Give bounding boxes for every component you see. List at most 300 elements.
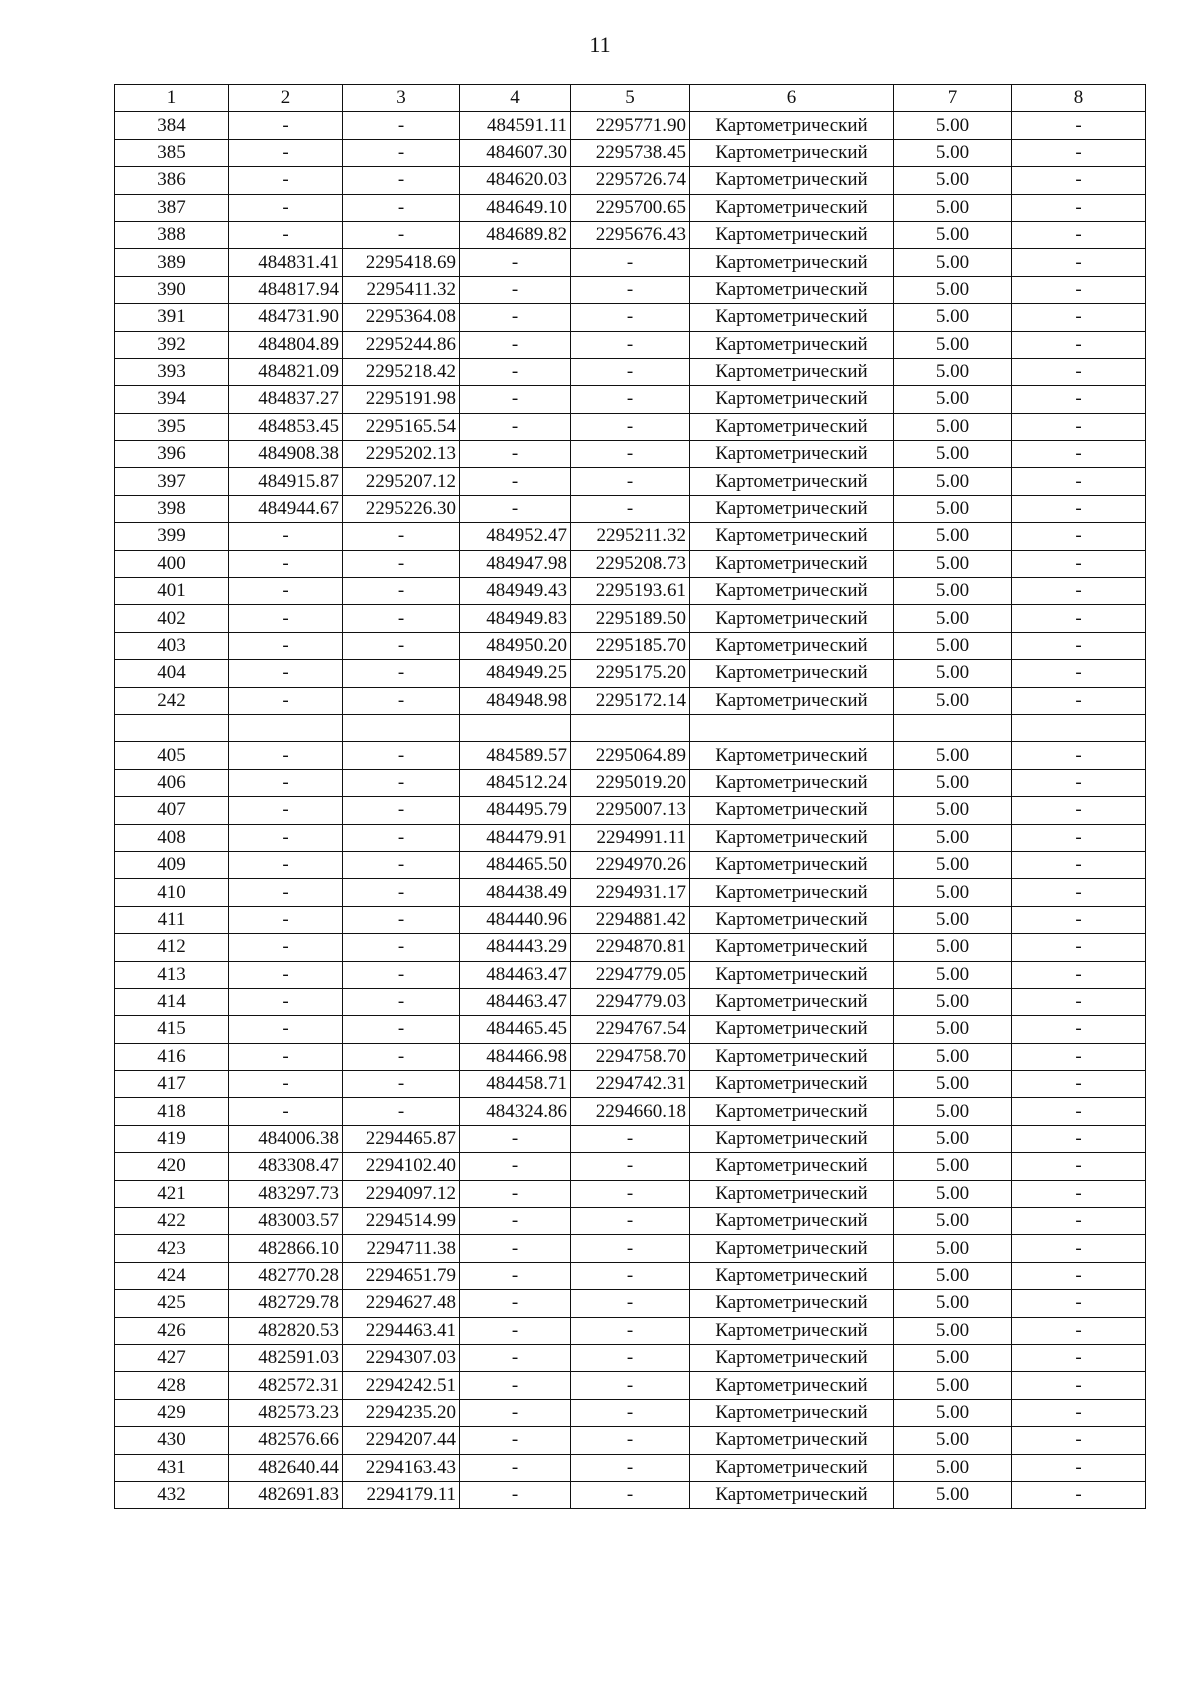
x-cell: -: [460, 1454, 571, 1481]
point-number-cell: 400: [115, 550, 229, 577]
table-row: [115, 194, 1146, 221]
y-cell: -: [571, 1235, 690, 1262]
y-cell: -: [571, 304, 690, 331]
x-cell: -: [460, 1153, 571, 1180]
y-cell: -: [571, 495, 690, 522]
column-header: 8: [1012, 85, 1146, 112]
table-row: [115, 1208, 1146, 1235]
note-cell: -: [1012, 797, 1146, 824]
table-row: [115, 1344, 1146, 1371]
point-number-cell: 397: [115, 468, 229, 495]
x-cell: -: [460, 386, 571, 413]
note-cell: -: [1012, 1016, 1146, 1043]
accuracy-cell: 5.00: [894, 1372, 1012, 1399]
column-header: 2: [229, 85, 343, 112]
accuracy-cell: 5.00: [894, 304, 1012, 331]
x-cell: 484443.29: [460, 934, 571, 961]
x-cell: -: [460, 1208, 571, 1235]
note-cell: -: [1012, 221, 1146, 248]
y-cell: 2294779.03: [571, 988, 690, 1015]
accuracy-cell: 5.00: [894, 961, 1012, 988]
note-cell: -: [1012, 1290, 1146, 1317]
note-cell: -: [1012, 578, 1146, 605]
point-number-cell: 387: [115, 194, 229, 221]
method-cell: Картометрический: [690, 386, 894, 413]
x-cell: 482820.53: [229, 1317, 343, 1344]
x-cell: 483297.73: [229, 1180, 343, 1207]
table-row: [115, 742, 1146, 769]
note-cell: -: [1012, 249, 1146, 276]
note-cell: [1012, 714, 1146, 741]
method-cell: Картометрический: [690, 824, 894, 851]
point-number-cell: 392: [115, 331, 229, 358]
table-row: [115, 413, 1146, 440]
table-row: [115, 660, 1146, 687]
point-number-cell: 429: [115, 1399, 229, 1426]
method-cell: Картометрический: [690, 249, 894, 276]
point-number-cell: 404: [115, 660, 229, 687]
table-row: [115, 331, 1146, 358]
y-cell: 2294991.11: [571, 824, 690, 851]
x-cell: -: [229, 797, 343, 824]
accuracy-cell: 5.00: [894, 687, 1012, 714]
x-cell: -: [229, 632, 343, 659]
x-cell: 482729.78: [229, 1290, 343, 1317]
x-cell: 484607.30: [460, 139, 571, 166]
x-cell: -: [460, 276, 571, 303]
note-cell: -: [1012, 331, 1146, 358]
x-cell: 484463.47: [460, 988, 571, 1015]
method-cell: Картометрический: [690, 1372, 894, 1399]
point-number-cell: 419: [115, 1125, 229, 1152]
method-cell: Картометрический: [690, 550, 894, 577]
y-cell: 2295191.98: [343, 386, 460, 413]
y-cell: 2295165.54: [343, 413, 460, 440]
y-cell: -: [343, 1098, 460, 1125]
y-cell: -: [571, 1427, 690, 1454]
point-number-cell: 421: [115, 1180, 229, 1207]
x-cell: -: [229, 934, 343, 961]
point-number-cell: 390: [115, 276, 229, 303]
point-number-cell: 393: [115, 358, 229, 385]
x-cell: -: [460, 331, 571, 358]
accuracy-cell: 5.00: [894, 1262, 1012, 1289]
x-cell: -: [229, 112, 343, 139]
accuracy-cell: 5.00: [894, 906, 1012, 933]
table-row: [115, 769, 1146, 796]
method-cell: Картометрический: [690, 167, 894, 194]
table-row: [115, 1427, 1146, 1454]
y-cell: 2294163.43: [343, 1454, 460, 1481]
x-cell: -: [229, 221, 343, 248]
method-cell: Картометрический: [690, 1481, 894, 1508]
note-cell: -: [1012, 988, 1146, 1015]
note-cell: -: [1012, 1043, 1146, 1070]
accuracy-cell: 5.00: [894, 112, 1012, 139]
method-cell: Картометрический: [690, 441, 894, 468]
accuracy-cell: 5.00: [894, 358, 1012, 385]
point-number-cell: 420: [115, 1153, 229, 1180]
note-cell: -: [1012, 194, 1146, 221]
accuracy-cell: 5.00: [894, 441, 1012, 468]
x-cell: 484458.71: [460, 1071, 571, 1098]
y-cell: -: [343, 221, 460, 248]
y-cell: 2295064.89: [571, 742, 690, 769]
x-cell: -: [460, 1344, 571, 1371]
x-cell: -: [229, 687, 343, 714]
x-cell: 484804.89: [229, 331, 343, 358]
accuracy-cell: 5.00: [894, 1125, 1012, 1152]
method-cell: Картометрический: [690, 1290, 894, 1317]
note-cell: -: [1012, 1180, 1146, 1207]
y-cell: -: [571, 331, 690, 358]
y-cell: 2295208.73: [571, 550, 690, 577]
x-cell: -: [229, 988, 343, 1015]
table-row: [115, 1153, 1146, 1180]
y-cell: 2294514.99: [343, 1208, 460, 1235]
point-number-cell: 394: [115, 386, 229, 413]
x-cell: -: [460, 1180, 571, 1207]
method-cell: [690, 714, 894, 741]
table-row: [115, 797, 1146, 824]
point-number-cell: 431: [115, 1454, 229, 1481]
x-cell: 484949.25: [460, 660, 571, 687]
accuracy-cell: 5.00: [894, 1071, 1012, 1098]
accuracy-cell: 5.00: [894, 550, 1012, 577]
x-cell: -: [460, 304, 571, 331]
x-cell: -: [229, 660, 343, 687]
x-cell: -: [229, 824, 343, 851]
x-cell: 482866.10: [229, 1235, 343, 1262]
x-cell: 484465.50: [460, 851, 571, 878]
point-number-cell: 396: [115, 441, 229, 468]
y-cell: -: [571, 1317, 690, 1344]
y-cell: -: [571, 1262, 690, 1289]
table-row: [115, 632, 1146, 659]
table-row: [115, 386, 1146, 413]
note-cell: -: [1012, 1454, 1146, 1481]
y-cell: -: [343, 906, 460, 933]
y-cell: -: [571, 1125, 690, 1152]
x-cell: -: [229, 1071, 343, 1098]
accuracy-cell: 5.00: [894, 605, 1012, 632]
note-cell: -: [1012, 1098, 1146, 1125]
y-cell: 2294767.54: [571, 1016, 690, 1043]
table-row: [115, 1290, 1146, 1317]
x-cell: 482573.23: [229, 1399, 343, 1426]
x-cell: [460, 714, 571, 741]
point-number-cell: 403: [115, 632, 229, 659]
method-cell: Картометрический: [690, 1071, 894, 1098]
method-cell: Картометрический: [690, 988, 894, 1015]
table-header-row: [115, 85, 1146, 112]
point-number-cell: 426: [115, 1317, 229, 1344]
x-cell: 482770.28: [229, 1262, 343, 1289]
method-cell: Картометрический: [690, 605, 894, 632]
note-cell: -: [1012, 139, 1146, 166]
point-number-cell: 410: [115, 879, 229, 906]
x-cell: -: [460, 1125, 571, 1152]
y-cell: 2294931.17: [571, 879, 690, 906]
table-row: [115, 495, 1146, 522]
note-cell: -: [1012, 1208, 1146, 1235]
note-cell: -: [1012, 1399, 1146, 1426]
y-cell: 2294711.38: [343, 1235, 460, 1262]
y-cell: -: [571, 386, 690, 413]
method-cell: Картометрический: [690, 797, 894, 824]
y-cell: -: [571, 1454, 690, 1481]
y-cell: 2294779.05: [571, 961, 690, 988]
method-cell: Картометрический: [690, 879, 894, 906]
x-cell: 484649.10: [460, 194, 571, 221]
method-cell: Картометрический: [690, 632, 894, 659]
accuracy-cell: 5.00: [894, 851, 1012, 878]
accuracy-cell: 5.00: [894, 1016, 1012, 1043]
point-number-cell: 405: [115, 742, 229, 769]
x-cell: 482691.83: [229, 1481, 343, 1508]
x-cell: 484952.47: [460, 523, 571, 550]
method-cell: Картометрический: [690, 1317, 894, 1344]
method-cell: Картометрический: [690, 276, 894, 303]
x-cell: -: [229, 961, 343, 988]
accuracy-cell: 5.00: [894, 1208, 1012, 1235]
table-row: [115, 1180, 1146, 1207]
note-cell: -: [1012, 1153, 1146, 1180]
point-number-cell: 417: [115, 1071, 229, 1098]
x-cell: 484440.96: [460, 906, 571, 933]
y-cell: 2294179.11: [343, 1481, 460, 1508]
accuracy-cell: 5.00: [894, 1427, 1012, 1454]
method-cell: Картометрический: [690, 139, 894, 166]
method-cell: Картометрический: [690, 304, 894, 331]
table-row: [115, 714, 1146, 741]
y-cell: -: [343, 1043, 460, 1070]
accuracy-cell: 5.00: [894, 1399, 1012, 1426]
y-cell: 2295226.30: [343, 495, 460, 522]
note-cell: -: [1012, 276, 1146, 303]
x-cell: -: [460, 495, 571, 522]
method-cell: Картометрический: [690, 221, 894, 248]
y-cell: 2295175.20: [571, 660, 690, 687]
y-cell: [343, 714, 460, 741]
accuracy-cell: 5.00: [894, 660, 1012, 687]
table-row: [115, 578, 1146, 605]
x-cell: 484853.45: [229, 413, 343, 440]
y-cell: -: [571, 1290, 690, 1317]
table-row: [115, 1071, 1146, 1098]
x-cell: 482591.03: [229, 1344, 343, 1371]
table-row: [115, 523, 1146, 550]
x-cell: 484821.09: [229, 358, 343, 385]
method-cell: Картометрический: [690, 660, 894, 687]
y-cell: 2295185.70: [571, 632, 690, 659]
note-cell: -: [1012, 1344, 1146, 1371]
x-cell: 484950.20: [460, 632, 571, 659]
column-header: 3: [343, 85, 460, 112]
table-row: [115, 304, 1146, 331]
note-cell: -: [1012, 112, 1146, 139]
x-cell: -: [460, 441, 571, 468]
point-number-cell: 432: [115, 1481, 229, 1508]
point-number-cell: 412: [115, 934, 229, 961]
y-cell: -: [343, 632, 460, 659]
accuracy-cell: 5.00: [894, 413, 1012, 440]
x-cell: 482576.66: [229, 1427, 343, 1454]
point-number-cell: 389: [115, 249, 229, 276]
point-number-cell: 407: [115, 797, 229, 824]
accuracy-cell: 5.00: [894, 276, 1012, 303]
point-number-cell: 428: [115, 1372, 229, 1399]
y-cell: -: [343, 851, 460, 878]
point-number-cell: 411: [115, 906, 229, 933]
table-row: [115, 1016, 1146, 1043]
column-header: 5: [571, 85, 690, 112]
table-row: [115, 1481, 1146, 1508]
point-number-cell: 242: [115, 687, 229, 714]
x-cell: 484465.45: [460, 1016, 571, 1043]
x-cell: -: [229, 194, 343, 221]
point-number-cell: 398: [115, 495, 229, 522]
method-cell: Картометрический: [690, 468, 894, 495]
y-cell: -: [343, 550, 460, 577]
y-cell: -: [343, 687, 460, 714]
y-cell: 2294207.44: [343, 1427, 460, 1454]
y-cell: 2294235.20: [343, 1399, 460, 1426]
y-cell: 2294651.79: [343, 1262, 460, 1289]
y-cell: 2294097.12: [343, 1180, 460, 1207]
x-cell: -: [229, 139, 343, 166]
y-cell: -: [571, 1208, 690, 1235]
x-cell: 484908.38: [229, 441, 343, 468]
accuracy-cell: 5.00: [894, 1043, 1012, 1070]
y-cell: 2294242.51: [343, 1372, 460, 1399]
y-cell: 2295418.69: [343, 249, 460, 276]
point-number-cell: 425: [115, 1290, 229, 1317]
table-row: [115, 1098, 1146, 1125]
x-cell: -: [229, 550, 343, 577]
note-cell: -: [1012, 1262, 1146, 1289]
y-cell: -: [343, 578, 460, 605]
y-cell: 2294102.40: [343, 1153, 460, 1180]
y-cell: 2295007.13: [571, 797, 690, 824]
method-cell: Картометрический: [690, 934, 894, 961]
y-cell: 2294758.70: [571, 1043, 690, 1070]
y-cell: -: [571, 441, 690, 468]
note-cell: -: [1012, 632, 1146, 659]
x-cell: -: [460, 1399, 571, 1426]
point-number-cell: 423: [115, 1235, 229, 1262]
y-cell: -: [571, 358, 690, 385]
method-cell: Картометрический: [690, 1153, 894, 1180]
y-cell: 2295189.50: [571, 605, 690, 632]
x-cell: -: [460, 358, 571, 385]
accuracy-cell: 5.00: [894, 1481, 1012, 1508]
x-cell: 484463.47: [460, 961, 571, 988]
method-cell: Картометрический: [690, 523, 894, 550]
method-cell: Картометрический: [690, 1235, 894, 1262]
y-cell: -: [571, 1481, 690, 1508]
x-cell: -: [229, 879, 343, 906]
note-cell: -: [1012, 167, 1146, 194]
y-cell: -: [343, 742, 460, 769]
point-number-cell: 416: [115, 1043, 229, 1070]
x-cell: 484006.38: [229, 1125, 343, 1152]
table-row: [115, 1317, 1146, 1344]
x-cell: 484831.41: [229, 249, 343, 276]
table-row: [115, 605, 1146, 632]
y-cell: -: [343, 1071, 460, 1098]
x-cell: -: [460, 1235, 571, 1262]
method-cell: Картометрический: [690, 358, 894, 385]
x-cell: -: [229, 1098, 343, 1125]
method-cell: Картометрический: [690, 851, 894, 878]
point-number-cell: 427: [115, 1344, 229, 1371]
method-cell: Картометрический: [690, 413, 894, 440]
x-cell: 482572.31: [229, 1372, 343, 1399]
column-header: 4: [460, 85, 571, 112]
y-cell: -: [571, 1399, 690, 1426]
note-cell: -: [1012, 687, 1146, 714]
note-cell: -: [1012, 879, 1146, 906]
y-cell: 2295738.45: [571, 139, 690, 166]
y-cell: 2295676.43: [571, 221, 690, 248]
x-cell: -: [460, 413, 571, 440]
note-cell: -: [1012, 358, 1146, 385]
table-row: [115, 851, 1146, 878]
accuracy-cell: 5.00: [894, 331, 1012, 358]
note-cell: -: [1012, 413, 1146, 440]
note-cell: -: [1012, 1481, 1146, 1508]
table-row: [115, 961, 1146, 988]
note-cell: -: [1012, 1235, 1146, 1262]
accuracy-cell: 5.00: [894, 386, 1012, 413]
table-row: [115, 879, 1146, 906]
note-cell: -: [1012, 742, 1146, 769]
y-cell: 2295726.74: [571, 167, 690, 194]
y-cell: 2295700.65: [571, 194, 690, 221]
note-cell: -: [1012, 550, 1146, 577]
y-cell: -: [343, 112, 460, 139]
accuracy-cell: 5.00: [894, 632, 1012, 659]
x-cell: 484589.57: [460, 742, 571, 769]
note-cell: -: [1012, 851, 1146, 878]
point-number-cell: 395: [115, 413, 229, 440]
y-cell: -: [343, 824, 460, 851]
table-row: [115, 221, 1146, 248]
y-cell: -: [571, 276, 690, 303]
note-cell: -: [1012, 906, 1146, 933]
x-cell: 484466.98: [460, 1043, 571, 1070]
accuracy-cell: 5.00: [894, 167, 1012, 194]
table-row: [115, 934, 1146, 961]
table-row: [115, 1235, 1146, 1262]
table-row: [115, 276, 1146, 303]
method-cell: Картометрический: [690, 495, 894, 522]
x-cell: -: [229, 605, 343, 632]
method-cell: Картометрический: [690, 1262, 894, 1289]
x-cell: 484837.27: [229, 386, 343, 413]
y-cell: [571, 714, 690, 741]
y-cell: -: [571, 468, 690, 495]
method-cell: Картометрический: [690, 331, 894, 358]
y-cell: 2295193.61: [571, 578, 690, 605]
point-number-cell: 418: [115, 1098, 229, 1125]
y-cell: 2294463.41: [343, 1317, 460, 1344]
accuracy-cell: 5.00: [894, 194, 1012, 221]
x-cell: -: [460, 1481, 571, 1508]
x-cell: -: [460, 1262, 571, 1289]
accuracy-cell: 5.00: [894, 249, 1012, 276]
